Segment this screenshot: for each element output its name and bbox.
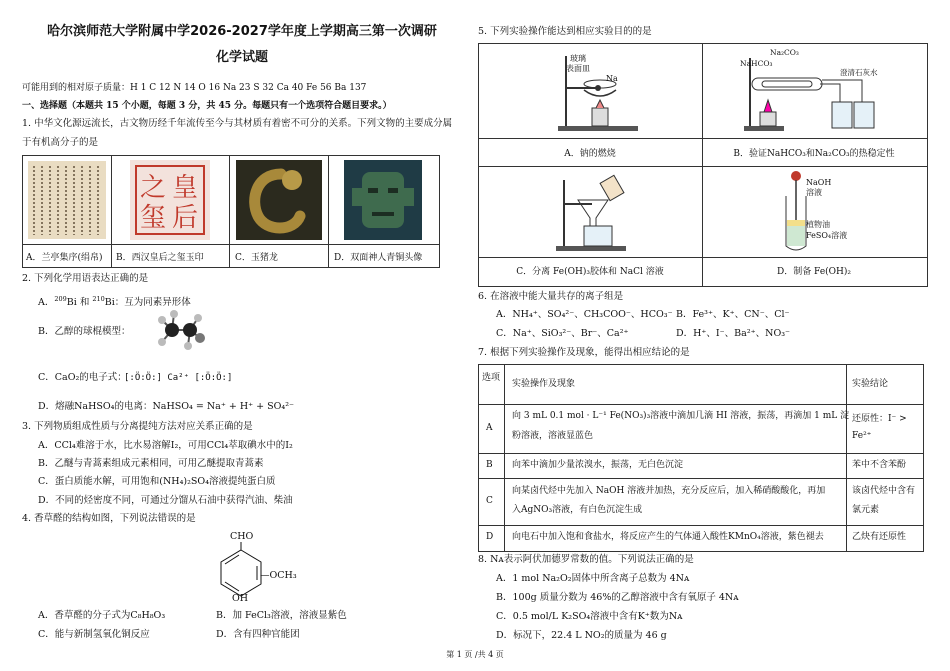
q2-option-d: D．熔融NaHSO₄的电离：NaHSO₄ = Na⁺ + H⁺ + SO₄²⁻ <box>38 401 295 412</box>
q3-option-d: D．不同的烃密度不同，可通过分馏从石油中获得汽油、柴油 <box>38 495 293 506</box>
q7-row-b-option: B <box>486 460 493 470</box>
q8-option-b: B．100g 质量分数为 46%的乙醇溶液中含有氧原子 4Nᴀ <box>496 592 739 603</box>
q2-option-c: C．CaO₂的电子式： <box>38 372 127 383</box>
silk-calligraphy-image <box>28 161 106 239</box>
q4-option-a: A．香草醛的分子式为C₈H₈O₃ <box>38 610 166 621</box>
q3-option-b: B．乙醚与青蒿素组成元素相同，可用乙醚提取青蒿素 <box>38 458 264 469</box>
q7-row-a-c1: 还原性：I⁻ > <box>852 414 907 424</box>
q1-stem-line1: 1. 中华文化源远流长，古文物历经千年流传至今与其材质有着密不可分的关系。下列文物的主要成分属 <box>22 118 453 129</box>
q2-stem: 2. 下列化学用语表达正确的是 <box>22 273 149 284</box>
q2-option-a <box>38 293 191 309</box>
q5-caption-d: D．制备 Fe(OH)₂ <box>776 267 851 277</box>
seal-char-3: 之 <box>140 173 167 203</box>
q7-row-c-c2: 氯元素 <box>852 505 880 515</box>
q3-option-c: C．蛋白质能水解，可用饱和(NH₄)₂SO₄溶液提纯蛋白质 <box>38 476 276 487</box>
label-feso4: FeSO₄溶液 <box>806 231 848 240</box>
q4-option-d: D．含有四种官能团 <box>216 629 300 640</box>
q1-option-a: A．兰亭集序(绢帛) <box>26 253 103 263</box>
q2-a-post: Bi：互为同素异形体 <box>104 297 191 308</box>
q7-header-option: 选项 <box>482 373 501 383</box>
page-footer: 第 1 页 /共 4 页 <box>446 650 504 659</box>
seal-char-2: 后 <box>172 203 199 233</box>
q7-row-a-c2: Fe²⁺ <box>852 431 872 441</box>
q7-row-b-op1: 向苯中滴加少量浓溴水，振荡，无白色沉淀 <box>512 460 684 470</box>
q2-a-prefix: A． <box>38 297 55 308</box>
label-glass: 玻璃 <box>570 54 586 63</box>
q7-row-a-option: A <box>486 423 493 433</box>
q8-option-d: D．标况下，22.4 L NO₂的质量为 46 g <box>496 630 667 641</box>
q5-caption-b: B．验证NaHCO₃和Na₂CO₃的热稳定性 <box>733 149 895 159</box>
exam-subtitle: 化学试题 <box>215 50 268 65</box>
q6-stem: 6. 在溶液中能大量共存的离子组是 <box>478 291 624 302</box>
q1-stem-line2: 于有机高分子的是 <box>22 137 99 148</box>
label-na: Na <box>606 74 618 83</box>
q7-row-c-c1: 该卤代烃中含有 <box>852 486 916 496</box>
q7-row-d-op1: 向电石中加入饱和食盐水，将反应产生的气体通入酸性KMnO₄溶液，紫色褪去 <box>512 532 824 542</box>
q7-row-d-c1: 乙炔有还原性 <box>852 532 907 542</box>
cao2-electron-formula: [:Ö:Ö:] Ca²⁺ [:Ö:Ö:] <box>124 373 233 383</box>
q6-option-b: B．Fe³⁺、K⁺、CN⁻、Cl⁻ <box>676 309 790 320</box>
atomic-masses: 可能用到的相对原子质量：H 1 C 12 N 14 O 16 Na 23 S 32 Ca 40 Fe 56 Ba 137 <box>22 83 367 93</box>
q1-option-b: B．西汉皇后之玺玉印 <box>116 253 204 263</box>
vanillin-cho-label: CHO <box>230 531 254 542</box>
label-nahco3: NaHCO₃ <box>740 59 773 68</box>
q7-row-a-op2: 粉溶液，溶液显蓝色 <box>512 431 594 441</box>
seal-char-1: 皇 <box>172 173 199 203</box>
q6-option-c: C．Na⁺、SiO₃²⁻、Br⁻、Ca²⁺ <box>496 328 629 339</box>
q8-option-c: C．0.5 mol/L K₂SO₄溶液中含有K⁺数为Nᴀ <box>496 611 683 622</box>
label-solution: 溶液 <box>806 188 822 197</box>
q7-row-b-c1: 苯中不含苯酚 <box>852 460 907 470</box>
q7-header-operation: 实验操作及现象 <box>512 379 576 389</box>
q8-option-a: A．1 mol Na₂O₂固体中所含离子总数为 4Nᴀ <box>496 573 690 584</box>
q7-row-a-op1: 向 3 mL 0.1 mol · L⁻¹ Fe(NO₃)₃溶液中滴加几滴 HI 溶液，振荡，再滴加 1 mL 淀 <box>512 411 850 421</box>
filtration-apparatus <box>548 170 648 254</box>
bronze-head-image <box>344 160 422 240</box>
q7-table <box>478 364 924 552</box>
q7-row-c-option: C <box>486 496 493 506</box>
section-heading: 一、选择题（本题共 15 个小题，每题 3 分，共 45 分。每题只有一个选项符合题目要求。） <box>22 101 392 111</box>
label-na2co3: Na₂CO₃ <box>770 48 799 57</box>
q4-option-c: C．能与新制氢氧化铜反应 <box>38 629 150 640</box>
vanillin-och3-label: —OCH₃ <box>260 570 297 581</box>
jade-pig-dragon-image <box>236 160 322 240</box>
label-naoh: NaOH <box>806 178 832 187</box>
q7-row-c-op2: 入AgNO₃溶液，有白色沉淀生成 <box>512 505 643 515</box>
q2-option-b: B．乙醇的球棍模型： <box>38 326 131 337</box>
q7-row-d-option: D <box>486 532 494 542</box>
q5-caption-a: A．钠的燃烧 <box>564 149 616 159</box>
q4-stem: 4. 香草醛的结构如图，下列说法错误的是 <box>22 513 196 524</box>
q5-stem: 5. 下列实验操作能达到相应实验目的的是 <box>478 26 652 37</box>
q1-option-d: D．双面神人青铜头像 <box>334 253 423 263</box>
q2-a-mid: Bi 和 <box>66 297 93 308</box>
label-watch-glass: 表面皿 <box>566 64 590 73</box>
label-limewater: 澄清石灰水 <box>840 68 878 77</box>
q2-a-sup1: 209 <box>54 295 67 303</box>
label-vegetable-oil: 植物油 <box>806 220 830 229</box>
vanillin-oh-label: OH <box>232 593 249 604</box>
q5-caption-c: C．分离 Fe(OH)₃胶体和 NaCl 溶液 <box>516 267 664 277</box>
q7-row-c-op1: 向某卤代烃中先加入 NaOH 溶液并加热，充分反应后，加入稀硝酸酸化，再加 <box>512 486 826 496</box>
q7-header-conclusion: 实验结论 <box>852 379 889 389</box>
q1-option-c: C．玉猪龙 <box>235 253 278 263</box>
q6-option-a: A．NH₄⁺、SO₄²⁻、CH₃COO⁻、HCO₃⁻ <box>496 309 673 320</box>
sodium-combustion-apparatus <box>536 48 656 134</box>
q3-option-a: A．CCl₄难溶于水，比水易溶解I₂，可用CCl₄萃取碘水中的I₂ <box>38 440 293 451</box>
q7-stem: 7. 根据下列实验操作及现象，能得出相应结论的是 <box>478 347 690 358</box>
exam-title: 哈尔滨师范大学附属中学2026-2027学年度上学期高三第一次调研 <box>47 24 437 39</box>
q4-option-b: B．加 FeCl₃溶液，溶液显紫色 <box>216 610 347 621</box>
ethanol-ball-stick-model <box>152 308 212 354</box>
q3-stem: 3. 下列物质组成性质与分离提纯方法对应关系正确的是 <box>22 421 253 432</box>
q2-a-sup2: 210 <box>92 295 105 303</box>
q6-option-d: D．H⁺、I⁻、Ba²⁺、NO₃⁻ <box>676 328 791 339</box>
jade-seal-image <box>130 160 210 240</box>
q8-stem: 8. Nᴀ表示阿伏加德罗常数的值。下列说法正确的是 <box>478 554 694 565</box>
seal-char-4: 玺 <box>140 203 167 233</box>
